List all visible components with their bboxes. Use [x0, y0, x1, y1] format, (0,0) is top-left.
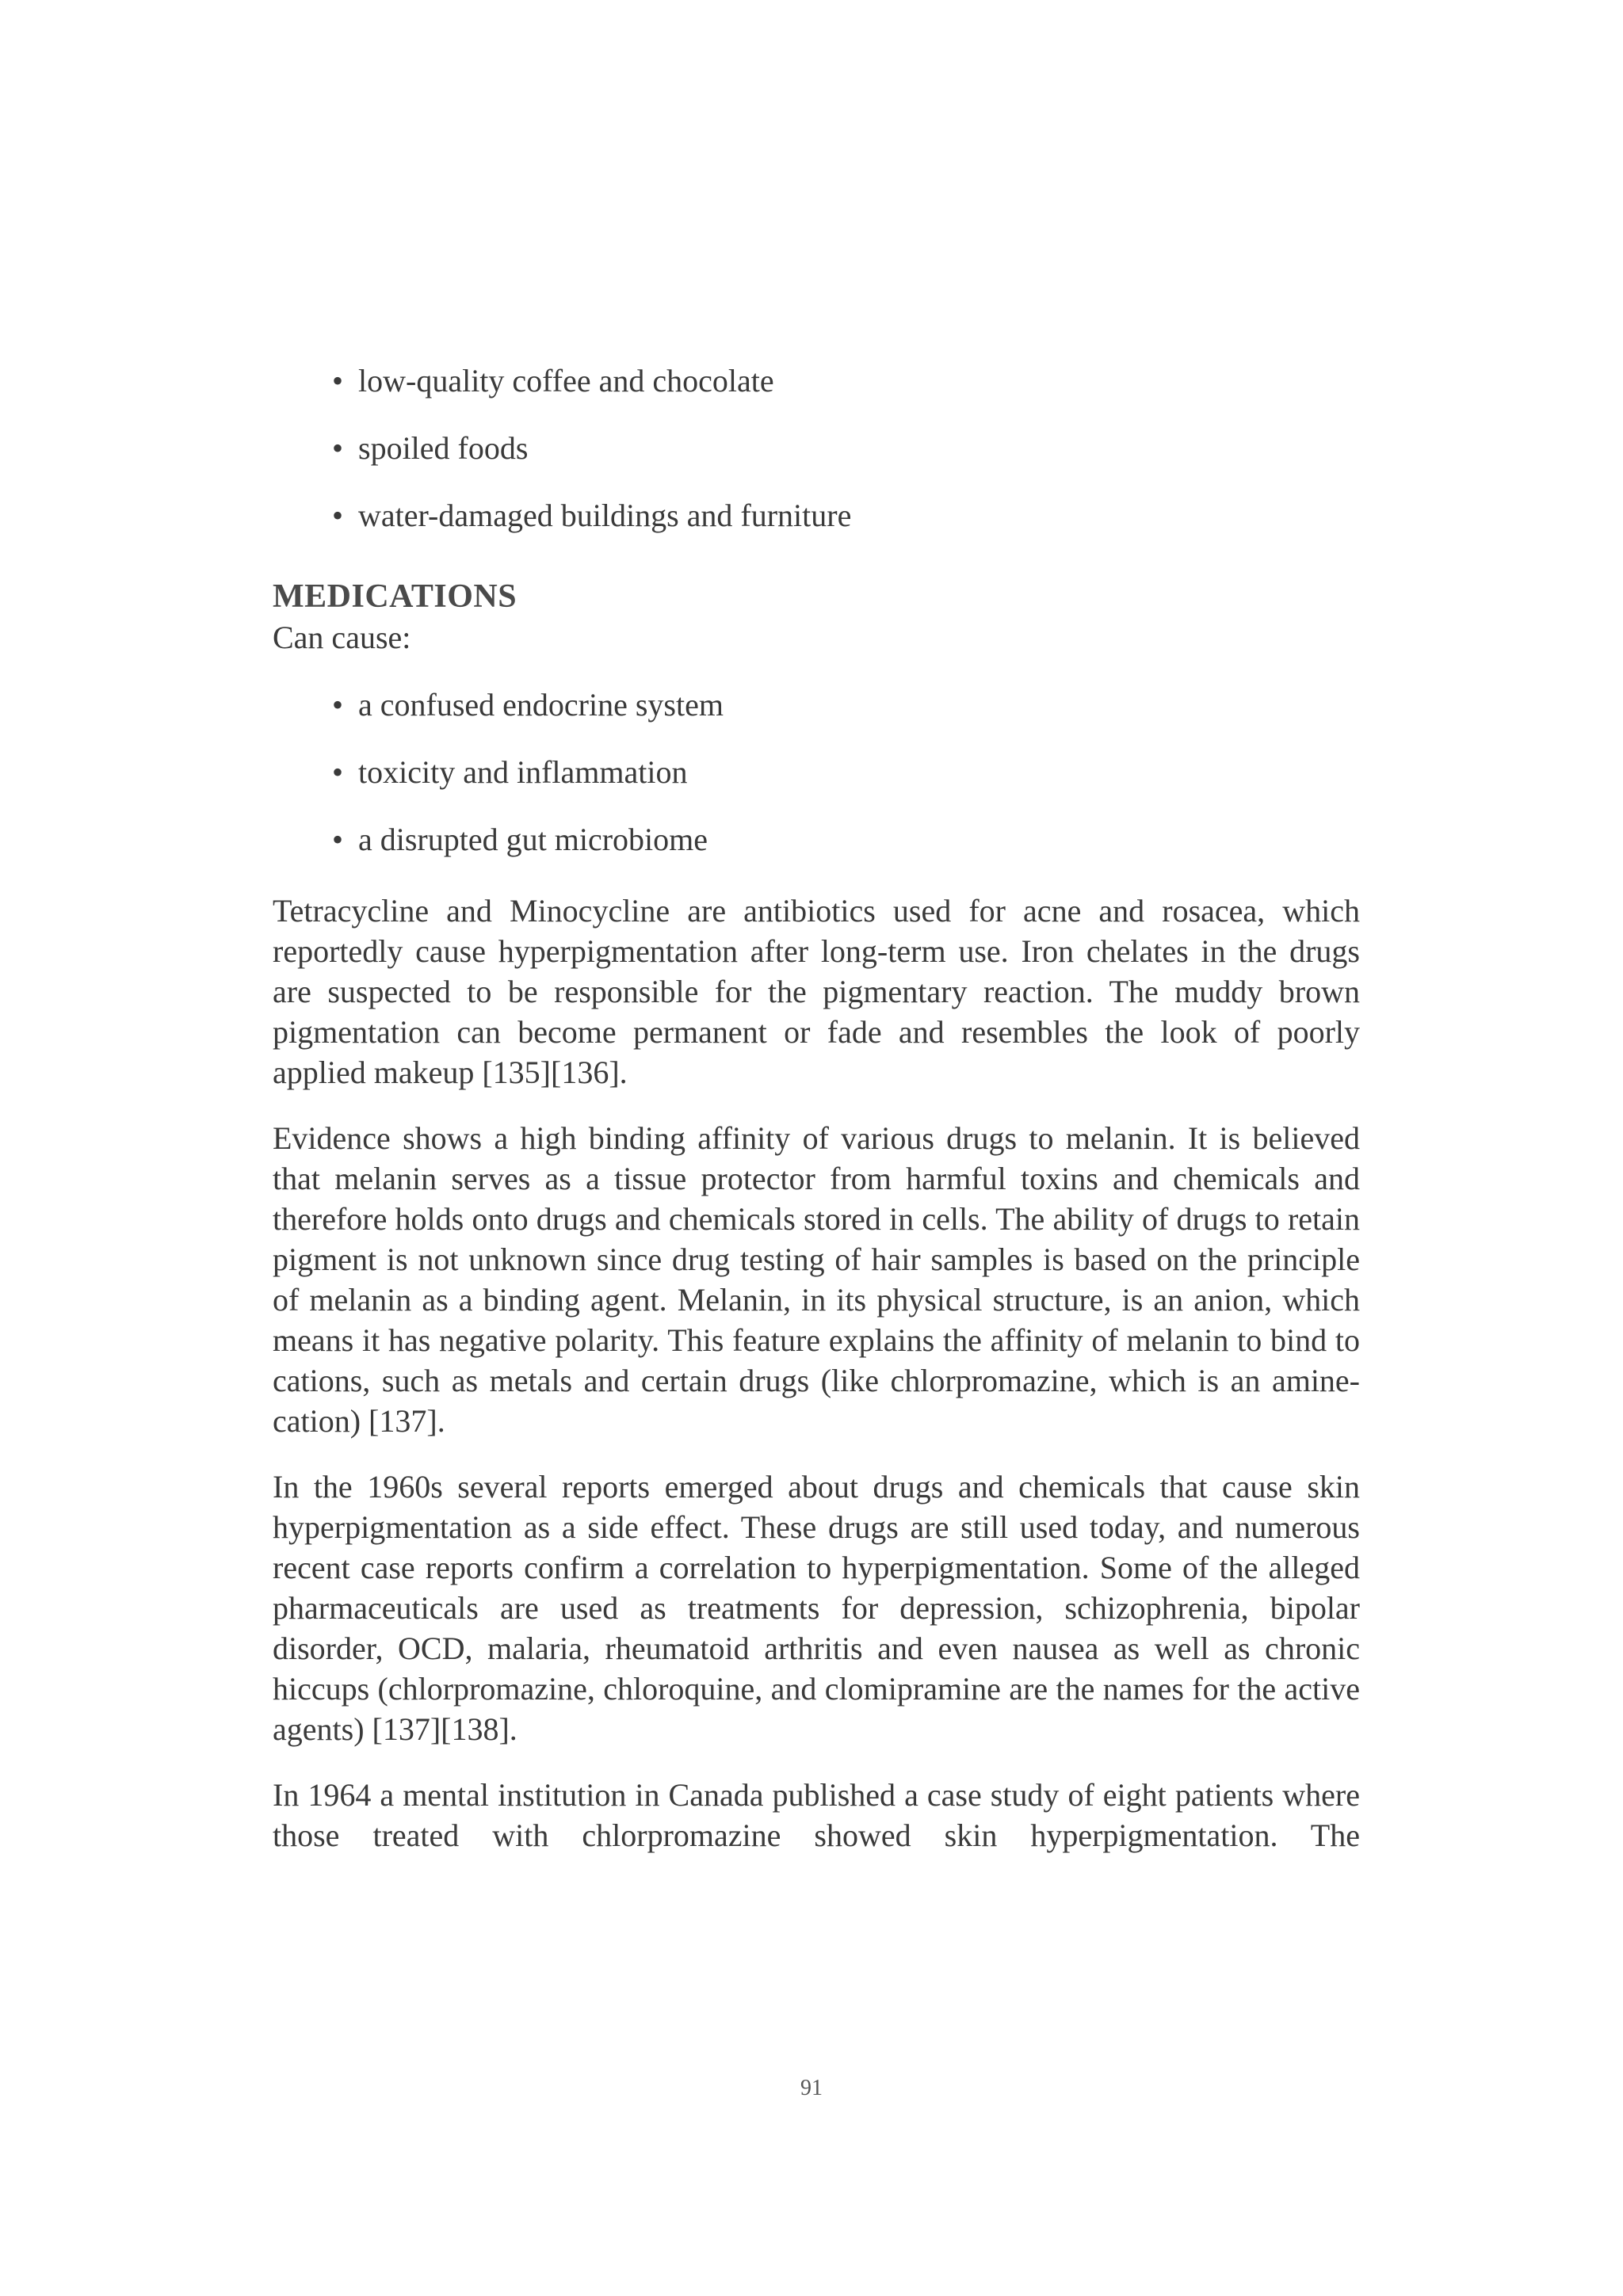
paragraph-tetracycline: Tetracycline and Minocycline are antibiotics used for acne and rosacea, which reportedly cause hyperpigmentation after long-term use. Iron chelates in the drugs are suspected to be responsible for the pigmentary reaction. The muddy brown pigmentation can become permanent or fade and resembles the look of poorly applied makeup [135][136].: [273, 893, 1360, 1090]
paragraph-1960s-reports: In the 1960s several reports emerged about drugs and chemicals that cause skin hyperpigmentation as a side effect. These drugs are still used today, and numerous recent case reports confirm a correlation to hyperpigmentation. Some of the alleged pharmaceuticals are used as treatments for depression, schizophrenia, bipolar disorder, OCD, malaria, rheumatoid arthritis and even nausea as well as chronic hiccups (chlorpromazine, chloroquine, and clomipramine are the names for the active agents) [137][138].: [273, 1469, 1360, 1747]
paragraph-1964-case-study: In 1964 a mental institution in Canada published a case study of eight patients where those treated with chlorpromazine showed skin hyperpigmentation. The: [273, 1777, 1360, 1853]
list-item-text: a disrupted gut microbiome: [358, 822, 708, 857]
bullet-icon: •: [332, 363, 344, 399]
bullet-icon: •: [332, 754, 344, 790]
section-intro: Can cause:: [273, 620, 411, 655]
list-item-text: water-damaged buildings and furniture: [358, 498, 852, 533]
list-item: [332, 752, 1360, 792]
list-item-text: low-quality coffee and chocolate: [358, 363, 774, 399]
page-content: [273, 360, 1360, 1881]
list-item: [332, 819, 1360, 860]
medication-effects-list: [273, 685, 1360, 860]
list-item-text: a confused endocrine system: [358, 687, 724, 723]
bullet-icon: •: [332, 822, 344, 857]
food-sources-list: [273, 360, 1360, 536]
paragraph-melanin-binding: Evidence shows a high binding affinity of various drugs to melanin. It is believed that melanin serves as a tissue protector from harmful toxins and chemicals and therefore holds onto drugs and chemicals stored in cells. The ability of drugs to retain pigment is not unknown since drug testing of hair samples is based on the principle of melanin as a binding agent. Melanin, in its physical structure, is an anion, which means it has negative polarity. This feature explains the affinity of melanin to bind to cations, such as metals and certain drugs (like chlorpromazine, which is an amine-cation) [137].: [273, 1120, 1360, 1439]
bullet-icon: •: [332, 687, 344, 723]
page-number: 91: [800, 2076, 823, 2100]
list-item-text: toxicity and inflammation: [358, 754, 688, 790]
list-item: [332, 685, 1360, 725]
bullet-icon: •: [332, 430, 344, 466]
list-item: [332, 360, 1360, 401]
list-item: [332, 495, 1360, 536]
bullet-icon: •: [332, 498, 344, 533]
list-item-text: spoiled foods: [358, 430, 529, 466]
list-item: [332, 428, 1360, 468]
section-heading: MEDICATIONS: [273, 578, 517, 615]
